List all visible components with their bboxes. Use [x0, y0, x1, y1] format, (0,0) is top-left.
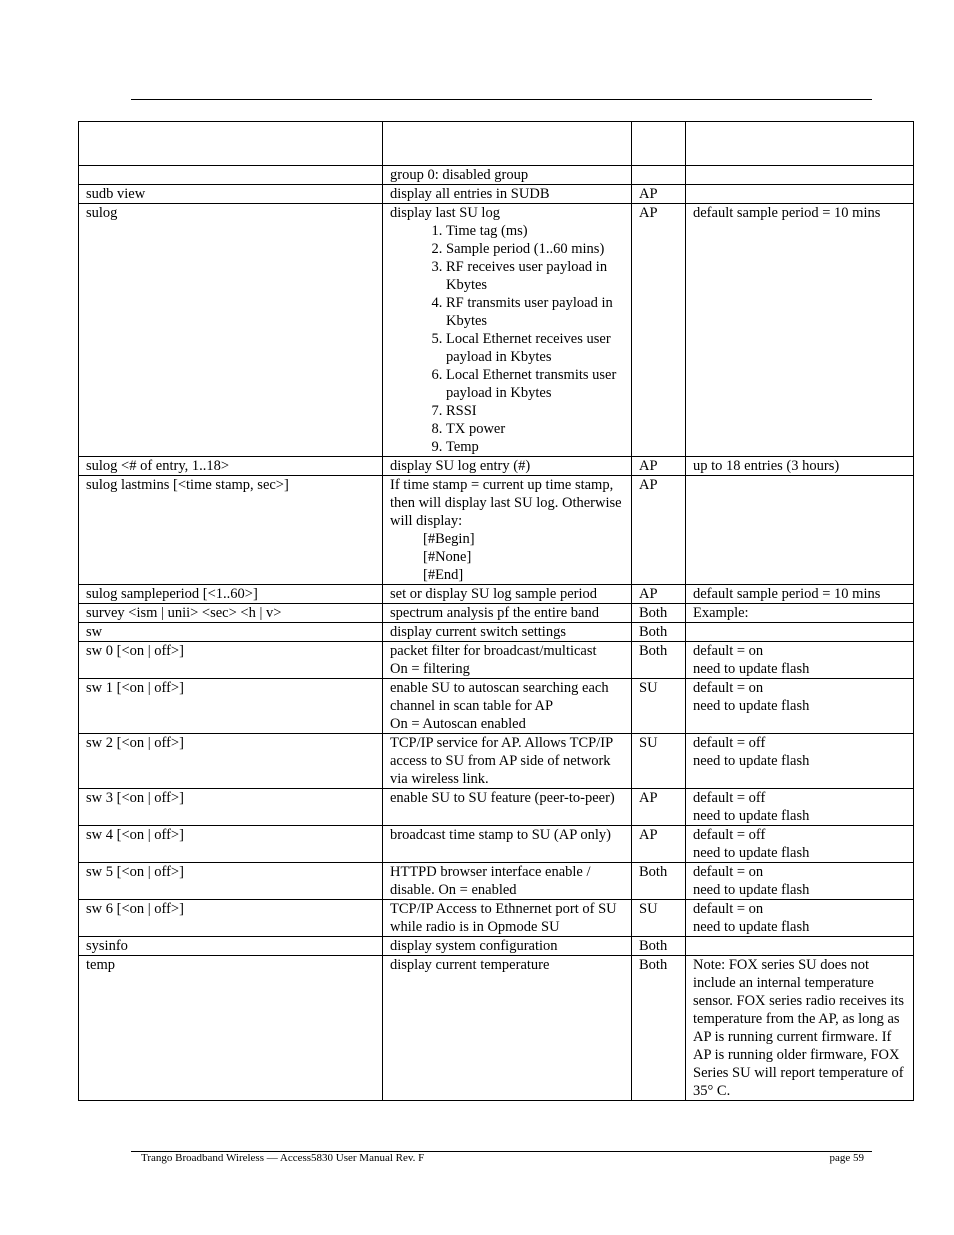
description-cell [383, 457, 632, 476]
notes-cell [686, 789, 914, 826]
mode-cell: AP [632, 476, 686, 585]
command-cell: sw 6 [<on | off>] [79, 900, 383, 937]
mode-cell: SU [632, 734, 686, 789]
description-line: display all entries in SUDB [390, 186, 550, 202]
description-line: display current temperature [390, 957, 550, 973]
command-cell: sw 4 [<on | off>] [79, 826, 383, 863]
indented-line: [#Begin] [423, 531, 475, 547]
mode-cell: Both [632, 642, 686, 679]
description-cell [383, 476, 632, 585]
description-cell [383, 937, 632, 956]
table-row [79, 679, 914, 734]
mode-cell [632, 166, 686, 185]
table-row [79, 826, 914, 863]
notes-cell [686, 457, 914, 476]
command-cell: sulog [79, 204, 383, 457]
note-line: need to update flash [693, 845, 810, 861]
table-row [79, 642, 914, 679]
note-line: Note: FOX series SU does not include an internal temperature sensor. FOX series radio receives its temperature from the AP, as long as AP is running current firmware. If AP is running older firmware, FOX Series SU will report temperature of 35° C. [693, 957, 905, 1099]
mode-cell: Both [632, 604, 686, 623]
description-cell [383, 826, 632, 863]
notes-cell [686, 642, 914, 679]
description-line: On = filtering [390, 661, 470, 677]
table-row [79, 863, 914, 900]
mode-cell: SU [632, 679, 686, 734]
note-line: default = off [693, 827, 766, 843]
note-line: Example: [693, 605, 749, 621]
mode-cell: AP [632, 204, 686, 457]
notes-cell [686, 826, 914, 863]
command-cell: survey <ism | unii> <sec> <h | v> [79, 604, 383, 623]
table-header-row [79, 122, 914, 166]
description-cell [383, 642, 632, 679]
command-cell: sysinfo [79, 937, 383, 956]
page-number: page 59 [829, 1152, 864, 1164]
mode-cell: Both [632, 956, 686, 1101]
list-item: 6. Local Ethernet transmits user payload in Kbytes [446, 366, 624, 402]
command-cell: sulog <# of entry, 1..18> [79, 457, 383, 476]
command-cell: sw 3 [<on | off>] [79, 789, 383, 826]
note-line: default = on [693, 864, 764, 880]
description-cell [383, 956, 632, 1101]
list-item: 1. Time tag (ms) [446, 222, 624, 240]
command-cell: sulog lastmins [<time stamp, sec>] [79, 476, 383, 585]
table-row [79, 166, 914, 185]
list-item: 7. RSSI [446, 402, 624, 420]
command-cell: temp [79, 956, 383, 1101]
header-cell [79, 122, 383, 166]
note-line: need to update flash [693, 753, 810, 769]
notes-cell [686, 476, 914, 585]
description-line: broadcast time stamp to SU (AP only) [390, 827, 611, 843]
mode-cell: SU [632, 900, 686, 937]
command-cell: sw 1 [<on | off>] [79, 679, 383, 734]
description-line: group 0: disabled group [390, 167, 529, 183]
table-row [79, 476, 914, 585]
description-line: enable SU to autoscan searching each channel in scan table for AP [390, 680, 609, 714]
description-line: display system configuration [390, 938, 558, 954]
mode-cell: Both [632, 937, 686, 956]
notes-cell [686, 734, 914, 789]
command-cell: sw 2 [<on | off>] [79, 734, 383, 789]
table-row [79, 789, 914, 826]
note-line: default = on [693, 901, 764, 917]
indented-line: [#End] [423, 567, 464, 583]
mode-cell: AP [632, 457, 686, 476]
command-cell: sw [79, 623, 383, 642]
description-cell [383, 185, 632, 204]
header-cell [632, 122, 686, 166]
description-cell [383, 604, 632, 623]
description-line: On = Autoscan enabled [390, 716, 526, 732]
description-line: If time stamp = current up time stamp, then will display last SU log. Otherwise will display: [390, 477, 622, 529]
table-row [79, 900, 914, 937]
description-line: enable SU to SU feature (peer-to-peer) [390, 790, 615, 806]
command-cell: sudb view [79, 185, 383, 204]
mode-cell: AP [632, 826, 686, 863]
header-cell [686, 122, 914, 166]
command-cell [79, 166, 383, 185]
table-row [79, 956, 914, 1101]
description-cell [383, 204, 632, 457]
indented-line: [#None] [423, 549, 472, 565]
notes-cell [686, 956, 914, 1101]
command-cell: sulog sampleperiod [<1..60>] [79, 585, 383, 604]
description-line: TCP/IP service for AP. Allows TCP/IP access to SU from AP side of network via wireless link. [390, 735, 613, 787]
note-line: default = off [693, 735, 766, 751]
description-cell [383, 166, 632, 185]
notes-cell [686, 623, 914, 642]
notes-cell [686, 604, 914, 623]
list-item: 4. RF transmits user payload in Kbytes [446, 294, 624, 330]
note-line: default sample period = 10 mins [693, 586, 881, 602]
mode-cell: AP [632, 185, 686, 204]
note-line: up to 18 entries (3 hours) [693, 458, 840, 474]
note-line: need to update flash [693, 882, 810, 898]
mode-cell: AP [632, 789, 686, 826]
table-row [79, 623, 914, 642]
notes-cell [686, 937, 914, 956]
description-cell [383, 585, 632, 604]
mode-cell: Both [632, 863, 686, 900]
mode-cell: AP [632, 585, 686, 604]
description-cell [383, 863, 632, 900]
command-cell: sw 5 [<on | off>] [79, 863, 383, 900]
note-line: need to update flash [693, 698, 810, 714]
note-line: default = off [693, 790, 766, 806]
description-line: display SU log entry (#) [390, 458, 531, 474]
list-item: 9. Temp [446, 438, 624, 456]
note-line: default = on [693, 680, 764, 696]
description-cell [383, 900, 632, 937]
note-line: need to update flash [693, 808, 810, 824]
list-item: 3. RF receives user payload in Kbytes [446, 258, 624, 294]
description-line: spectrum analysis pf the entire band [390, 605, 599, 621]
table-row [79, 604, 914, 623]
table-row [79, 937, 914, 956]
note-line: need to update flash [693, 919, 810, 935]
table-row [79, 185, 914, 204]
description-line: TCP/IP Access to Ethnernet port of SU while radio is in Opmode SU [390, 901, 617, 935]
note-line: default sample period = 10 mins [693, 205, 881, 221]
description-cell [383, 679, 632, 734]
description-line: set or display SU log sample period [390, 586, 598, 602]
command-table [78, 121, 914, 1101]
note-line: need to update flash [693, 661, 810, 677]
log-field-list [390, 222, 624, 456]
description-line: display last SU log [390, 205, 500, 221]
note-line: default = on [693, 643, 764, 659]
table-row [79, 204, 914, 457]
description-cell [383, 734, 632, 789]
notes-cell [686, 863, 914, 900]
header-rule [131, 99, 872, 100]
description-cell [383, 789, 632, 826]
table-row [79, 585, 914, 604]
mode-cell: Both [632, 623, 686, 642]
list-item: 8. TX power [446, 420, 624, 438]
footer-title: Trango Broadband Wireless — Access5830 User Manual Rev. F [141, 1152, 425, 1164]
description-line: display current switch settings [390, 624, 566, 640]
command-cell: sw 0 [<on | off>] [79, 642, 383, 679]
table-row [79, 457, 914, 476]
notes-cell [686, 166, 914, 185]
list-item: 2. Sample period (1..60 mins) [446, 240, 624, 258]
notes-cell [686, 204, 914, 457]
header-cell [383, 122, 632, 166]
notes-cell [686, 185, 914, 204]
notes-cell [686, 679, 914, 734]
description-cell [383, 623, 632, 642]
list-item: 5. Local Ethernet receives user payload in Kbytes [446, 330, 624, 366]
notes-cell [686, 585, 914, 604]
table-row [79, 734, 914, 789]
notes-cell [686, 900, 914, 937]
description-line: packet filter for broadcast/multicast [390, 643, 597, 659]
description-line: HTTPD browser interface enable / disable. On = enabled [390, 864, 591, 898]
